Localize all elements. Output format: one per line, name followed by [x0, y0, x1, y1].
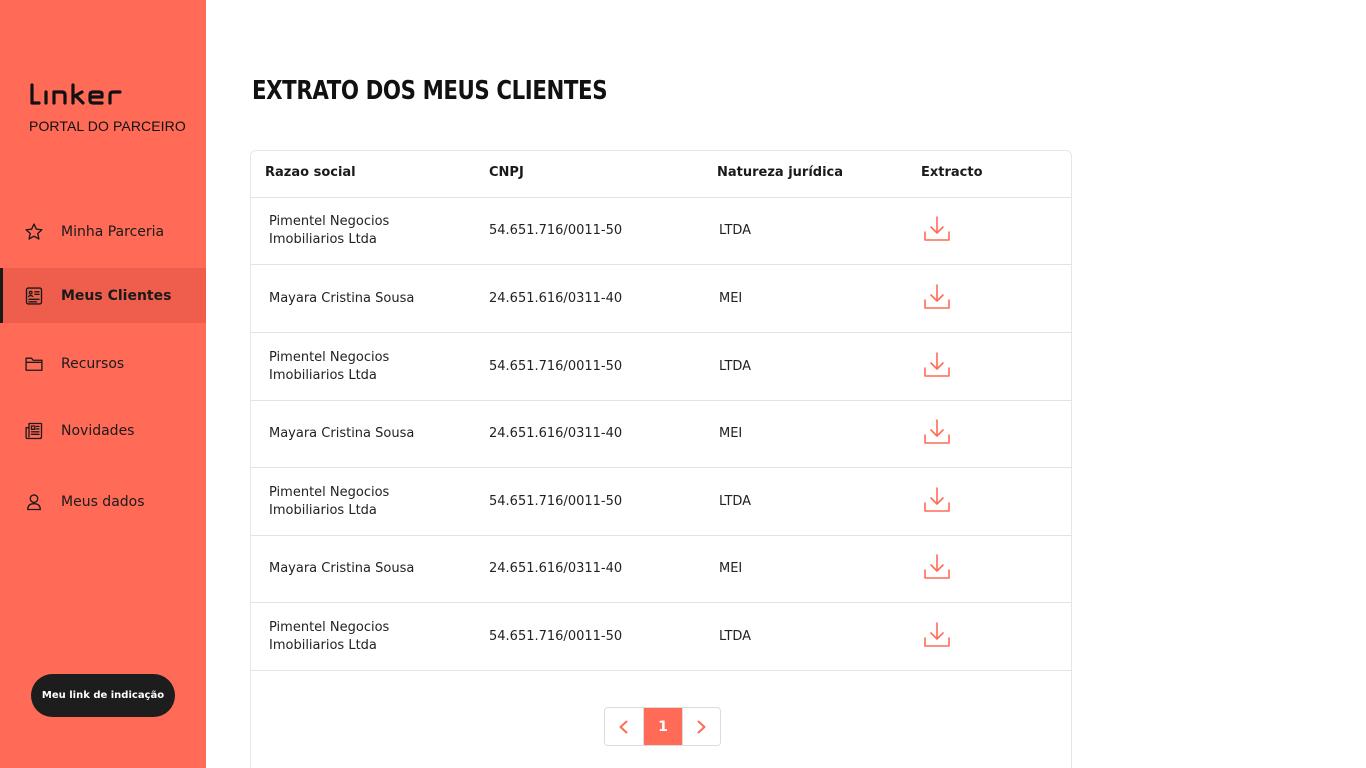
clients-table: [250, 150, 1072, 768]
table-row: [251, 197, 1071, 265]
razao-social-cell: Mayara Cristina Sousa: [269, 290, 415, 306]
column-header-razao-social: Razao social: [265, 165, 356, 180]
referral-link-button[interactable]: Meu link de indicação: [31, 674, 175, 717]
user-icon: [23, 491, 45, 513]
natureza-juridica-cell: LTDA: [719, 358, 752, 374]
natureza-juridica-cell: MEI: [719, 560, 743, 576]
portal-subtitle: PORTAL DO PARCEIRO: [29, 118, 186, 134]
cnpj-cell: 54.651.716/0011-50: [489, 493, 623, 509]
page-number-button[interactable]: 1: [643, 708, 681, 745]
natureza-juridica-cell: MEI: [719, 290, 743, 306]
sidebar-item-label: Meus Clientes: [61, 287, 172, 304]
cnpj-cell: 24.651.616/0311-40: [489, 425, 623, 441]
folder-icon: [23, 353, 45, 375]
table-row: [251, 400, 1071, 468]
download-extract-button[interactable]: [923, 553, 955, 585]
sidebar-item-label: Minha Parceria: [61, 223, 165, 240]
download-icon: [923, 486, 955, 514]
download-icon: [923, 553, 955, 581]
table-row: [251, 468, 1071, 536]
razao-social-cell: Pimentel Negocios Imobiliarios Ltda: [269, 213, 390, 247]
column-header-cnpj: CNPJ: [489, 165, 524, 180]
linker-logo-icon: [29, 82, 139, 106]
page-title: EXTRATO DOS MEUS CLIENTES: [252, 76, 608, 106]
sidebar-item-novidades[interactable]: [0, 403, 206, 458]
table-header: [251, 151, 1071, 198]
table-row: [251, 265, 1071, 333]
cnpj-cell: 54.651.716/0011-50: [489, 628, 623, 644]
download-icon: [923, 283, 955, 311]
razao-social-cell: Pimentel Negocios Imobiliarios Ltda: [269, 619, 390, 653]
sidebar-item-minha-parceria[interactable]: [0, 204, 206, 259]
sidebar-item-label: Meus dados: [61, 493, 145, 510]
sidebar: [0, 0, 206, 768]
chevron-left-icon: [617, 720, 631, 734]
column-header-natureza-juridica: Natureza jurídica: [717, 165, 844, 180]
download-icon: [923, 418, 955, 446]
sidebar-item-recursos[interactable]: [0, 336, 206, 391]
natureza-juridica-cell: MEI: [719, 425, 743, 441]
download-extract-button[interactable]: [923, 486, 955, 518]
previous-page-button[interactable]: [605, 708, 643, 745]
download-extract-button[interactable]: [923, 621, 955, 653]
natureza-juridica-cell: LTDA: [719, 628, 752, 644]
pagination: [604, 707, 721, 746]
table-row: [251, 333, 1071, 401]
client-list-icon: [23, 285, 45, 307]
chevron-right-icon: [694, 720, 708, 734]
table-row: [251, 535, 1071, 603]
download-icon: [923, 621, 955, 649]
razao-social-cell: Mayara Cristina Sousa: [269, 560, 415, 576]
download-icon: [923, 351, 955, 379]
next-page-button[interactable]: [682, 708, 720, 745]
sidebar-item-label: Recursos: [61, 355, 125, 372]
download-extract-button[interactable]: [923, 215, 955, 247]
razao-social-cell: Pimentel Negocios Imobiliarios Ltda: [269, 349, 390, 383]
download-icon: [923, 215, 955, 243]
newspaper-icon: [23, 420, 45, 442]
column-header-extracto: Extracto: [921, 165, 983, 180]
natureza-juridica-cell: LTDA: [719, 493, 752, 509]
natureza-juridica-cell: LTDA: [719, 222, 752, 238]
star-icon: [23, 221, 45, 243]
cnpj-cell: 24.651.616/0311-40: [489, 560, 623, 576]
download-extract-button[interactable]: [923, 351, 955, 383]
razao-social-cell: Mayara Cristina Sousa: [269, 425, 415, 441]
sidebar-item-meus-clientes[interactable]: [0, 268, 206, 323]
sidebar-item-label: Novidades: [61, 422, 135, 439]
sidebar-item-meus-dados[interactable]: [0, 474, 206, 529]
cnpj-cell: 54.651.716/0011-50: [489, 222, 623, 238]
linker-logo: [29, 82, 139, 111]
download-extract-button[interactable]: [923, 418, 955, 450]
razao-social-cell: Pimentel Negocios Imobiliarios Ltda: [269, 484, 390, 518]
cnpj-cell: 54.651.716/0011-50: [489, 358, 623, 374]
cnpj-cell: 24.651.616/0311-40: [489, 290, 623, 306]
table-row: [251, 603, 1071, 671]
download-extract-button[interactable]: [923, 283, 955, 315]
